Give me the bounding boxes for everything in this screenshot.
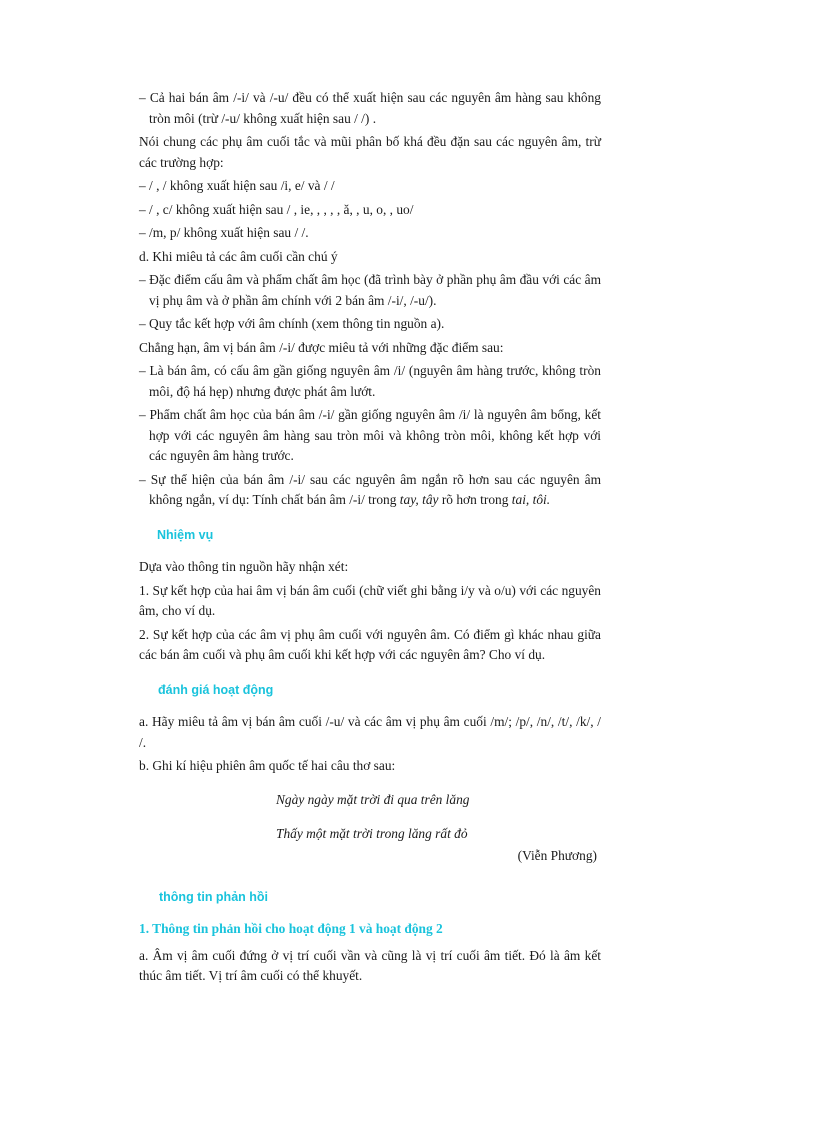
heading-thong-tin: thông tin phản hồi <box>159 889 268 904</box>
general-note: Nói chung các phụ âm cuối tắc và mũi phân bố khá đều đặn sau các nguyên âm, trừ các trường hợp: <box>139 134 601 170</box>
task-1: 1. Sự kết hợp của hai âm vị bán âm cuối (chữ viết ghi bằng i/y và o/u) với các nguyên âm, cho ví dụ. <box>139 582 601 618</box>
section-d-title: d. Khi miêu tả các âm cuối cần chú ý <box>139 248 338 264</box>
section-d-point-1: – Đặc điểm cấu âm và phẩm chất âm học (đã trình bày ở phần phụ âm đầu với các âm vị phụ âm và ở phần âm chính với 2 bán âm /-i/, /-u/). <box>139 272 601 308</box>
poem-author: (Viễn Phương) <box>517 848 597 864</box>
document-page <box>139 88 601 990</box>
task-intro: Dựa vào thông tin nguồn hãy nhận xét: <box>139 559 349 574</box>
feature-3-example-2: tai, tôi. <box>511 492 551 507</box>
example-intro: Chẳng hạn, âm vị bán âm /-i/ được miêu tả với những đặc điểm sau: <box>139 339 504 355</box>
feature-3-example-1: tay, tây <box>399 492 439 507</box>
feedback-subheading: 1. Thông tin phản hồi cho hoạt động 1 và hoạt động 2 <box>139 921 443 937</box>
exception-3: – /m, p/ không xuất hiện sau / /. <box>139 225 309 240</box>
heading-nhiem-vu: Nhiệm vụ <box>157 527 214 542</box>
feature-3-text: – Sự thể hiện của bán âm /-i/ sau các nguyên âm ngắn rõ hơn sau các nguyên âm không ngắn, ví dụ: Tính chất bán âm /-i/ trong <box>139 471 601 507</box>
feature-3 <box>139 470 601 511</box>
feature-2: – Phẩm chất âm học của bán âm /-i/ gần giống nguyên âm /i/ là nguyên âm bổng, kết hợp với các nguyên âm hàng sau tròn môi và không tròn môi, không kết hợp với các nguyên âm hàng trước. <box>139 407 601 463</box>
feedback-a: a. Âm vị âm cuối đứng ở vị trí cuối vần và cũng là vị trí cuối âm tiết. Đó là âm kết thúc âm tiết. Vị trí âm cuối có thể khuyết. <box>139 947 601 984</box>
semivowel-note: – Cả hai bán âm /-i/ và /-u/ đều có thể xuất hiện sau các nguyên âm hàng sau không tròn môi (trừ /-u/ không xuất hiện sau / /) . <box>139 90 601 126</box>
heading-danh-gia: đánh giá hoạt động <box>158 682 274 697</box>
poem-line-2: Thấy một mặt trời trong lăng rất đỏ <box>276 825 468 841</box>
poem-line-1: Ngày ngày mặt trời đi qua trên lăng <box>276 791 470 807</box>
exception-1: – / , / không xuất hiện sau /i, e/ và / / <box>139 178 335 193</box>
assessment-a: a. Hãy miêu tả âm vị bán âm cuối /-u/ và các âm vị phụ âm cuối /m/; /p/, /n/, /t/, /k/, / /. <box>139 714 601 750</box>
feature-1: – Là bán âm, có cấu âm gần giống nguyên âm /i/ (nguyên âm hàng trước, không tròn môi, độ há hẹp) nhưng được phát âm lướt. <box>139 363 601 399</box>
assessment-b: b. Ghi kí hiệu phiên âm quốc tế hai câu thơ sau: <box>139 758 396 773</box>
exception-2: – / , c/ không xuất hiện sau / , ie, , , , , ă, , u, o, , uo/ <box>139 201 414 217</box>
feature-3-text-mid: rõ hơn trong <box>438 492 512 507</box>
task-2: 2. Sự kết hợp của các âm vị phụ âm cuối với nguyên âm. Có điểm gì khác nhau giữa các bán âm cuối và phụ âm cuối khi kết hợp với các nguyên âm? Cho ví dụ. <box>139 626 601 662</box>
section-d-point-2: – Quy tắc kết hợp với âm chính (xem thông tin nguồn a). <box>139 316 445 331</box>
